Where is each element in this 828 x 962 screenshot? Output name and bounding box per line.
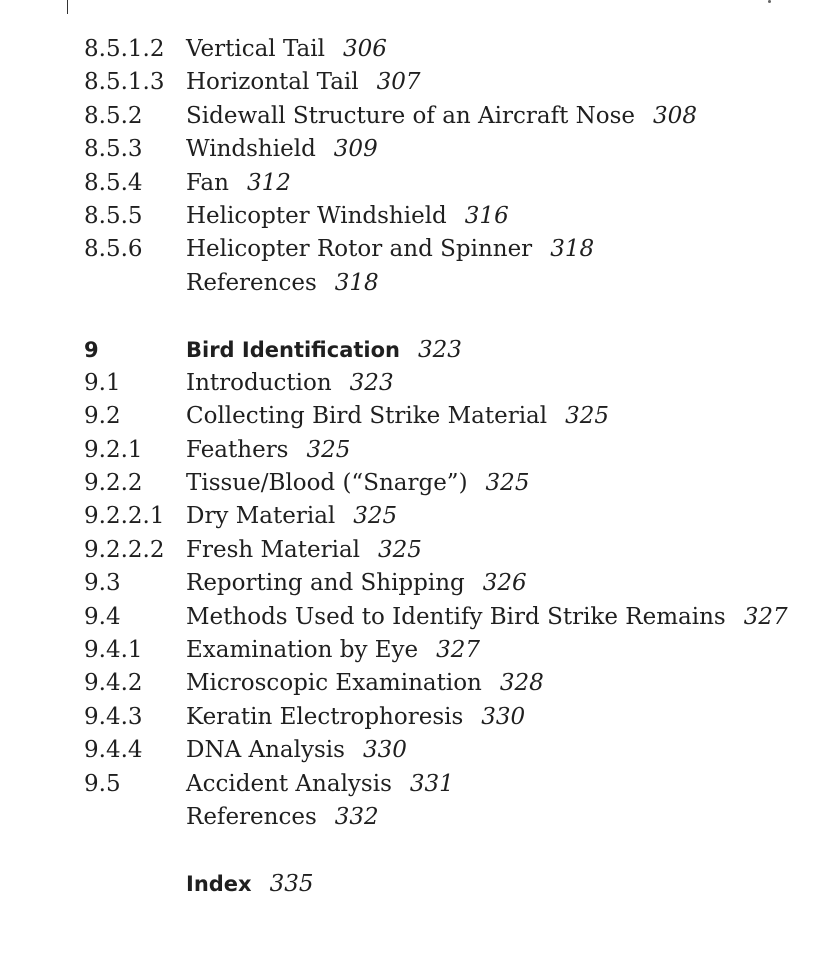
toc-entry bbox=[84, 701, 819, 734]
section-title: Vertical Tail bbox=[186, 36, 325, 62]
section-title: Collecting Bird Strike Material bbox=[186, 403, 548, 430]
section-title: Sidewall Structure of an Aircraft Nose bbox=[186, 102, 636, 129]
section-title: Helicopter Windshield bbox=[186, 202, 447, 229]
toc-entry bbox=[84, 534, 819, 567]
section-title: Accident Analysis bbox=[186, 770, 392, 797]
entry-title-group bbox=[186, 868, 314, 901]
entry-title-group bbox=[186, 467, 529, 500]
table-of-contents bbox=[84, 33, 819, 901]
toc-entry bbox=[84, 233, 819, 266]
toc-chapter-entry bbox=[84, 334, 819, 367]
toc-entry bbox=[84, 267, 819, 300]
toc-entry bbox=[84, 434, 819, 467]
page-number: 325 bbox=[565, 403, 610, 430]
section-title: Tissue/Blood (“Snarge”) bbox=[186, 470, 468, 497]
entry-title-group bbox=[186, 267, 379, 300]
page-number: 308 bbox=[653, 102, 697, 129]
section-number: 9.4 bbox=[84, 603, 121, 630]
section-title: Examination by Eye bbox=[186, 637, 419, 664]
section-number: 9.5 bbox=[84, 770, 121, 797]
section-number: 9.2.1 bbox=[84, 436, 143, 463]
toc-entry bbox=[84, 667, 819, 700]
entry-title-group bbox=[186, 33, 387, 66]
page-number: 325 bbox=[485, 470, 530, 497]
toc-entry bbox=[84, 601, 819, 634]
toc-entry bbox=[84, 367, 819, 400]
page-number: 325 bbox=[306, 436, 351, 463]
page-number: 309 bbox=[333, 136, 378, 163]
page-number: 331 bbox=[409, 770, 454, 797]
toc-entry bbox=[84, 400, 819, 433]
entry-title-group bbox=[186, 400, 609, 433]
page-number: 327 bbox=[743, 603, 788, 630]
section-title: Introduction bbox=[186, 369, 332, 396]
entry-title-group bbox=[186, 567, 527, 600]
section-number: 9 bbox=[84, 337, 99, 362]
page-number: 312 bbox=[246, 169, 291, 196]
toc-entry bbox=[84, 133, 819, 166]
page-number: 327 bbox=[436, 637, 481, 664]
entry-title-group bbox=[186, 801, 379, 834]
section-title: Index bbox=[186, 871, 252, 896]
section-title: Fan bbox=[186, 169, 229, 196]
toc-entry bbox=[84, 33, 819, 66]
page-number: 307 bbox=[376, 69, 421, 96]
section-number: 8.5.2 bbox=[84, 102, 143, 129]
page-edge-dot bbox=[768, 0, 771, 3]
entry-title-group bbox=[186, 133, 378, 166]
section-title: DNA Analysis bbox=[186, 737, 345, 764]
toc-chapter-entry bbox=[84, 868, 819, 901]
section-title: References bbox=[186, 269, 317, 296]
page-number: 332 bbox=[334, 803, 379, 830]
section-number: 8.5.5 bbox=[84, 202, 143, 229]
section-number: 9.2.2.2 bbox=[84, 536, 165, 563]
entry-title-group bbox=[186, 233, 594, 266]
toc-entry bbox=[84, 801, 819, 834]
toc-entry bbox=[84, 768, 819, 801]
toc-entry bbox=[84, 66, 819, 99]
toc-entry bbox=[84, 167, 819, 200]
toc-entry bbox=[84, 100, 819, 133]
entry-title-group bbox=[186, 601, 788, 634]
page-number: 318 bbox=[550, 236, 595, 263]
page-number: 325 bbox=[353, 503, 398, 530]
section-title: Keratin Electrophoresis bbox=[186, 703, 464, 730]
entry-title-group bbox=[186, 534, 422, 567]
section-title: Windshield bbox=[186, 136, 316, 163]
section-number: 9.2 bbox=[84, 403, 121, 430]
toc-entry bbox=[84, 634, 819, 667]
section-number: 9.1 bbox=[84, 369, 121, 396]
page-number: 306 bbox=[342, 36, 387, 62]
toc-entry bbox=[84, 734, 819, 767]
section-number: 8.5.1.2 bbox=[84, 36, 165, 62]
section-title: Microscopic Examination bbox=[186, 670, 482, 697]
page-number: 318 bbox=[334, 269, 379, 296]
section-title: Reporting and Shipping bbox=[186, 570, 465, 597]
section-number: 9.4.3 bbox=[84, 703, 143, 730]
page-number: 325 bbox=[378, 536, 422, 563]
section-title: Bird Identification bbox=[186, 337, 400, 362]
page-number: 328 bbox=[499, 670, 544, 697]
entry-title-group bbox=[186, 434, 350, 467]
entry-title-group bbox=[186, 734, 407, 767]
section-number: 8.5.6 bbox=[84, 236, 143, 263]
section-number: 9.3 bbox=[84, 570, 121, 597]
section-number: 8.5.3 bbox=[84, 136, 143, 163]
page-number: 323 bbox=[349, 369, 394, 396]
page-number: 330 bbox=[481, 703, 526, 730]
section-number: 9.4.2 bbox=[84, 670, 143, 697]
entry-title-group bbox=[186, 66, 421, 99]
entry-title-group bbox=[186, 768, 454, 801]
section-number: 8.5.1.3 bbox=[84, 69, 165, 96]
page-number: 323 bbox=[417, 336, 462, 363]
section-title: Dry Material bbox=[186, 503, 336, 530]
page-number: 335 bbox=[269, 870, 314, 897]
entry-title-group bbox=[186, 667, 544, 700]
section-title: Horizontal Tail bbox=[186, 69, 359, 96]
page-number: 316 bbox=[464, 202, 509, 229]
section-number: 8.5.4 bbox=[84, 169, 143, 196]
entry-title-group bbox=[186, 701, 525, 734]
toc-entry bbox=[84, 500, 819, 533]
section-number: 9.4.1 bbox=[84, 637, 143, 664]
toc-entry bbox=[84, 567, 819, 600]
section-title: Fresh Material bbox=[186, 536, 361, 563]
section-title: Helicopter Rotor and Spinner bbox=[186, 236, 533, 263]
section-number: 9.2.2.1 bbox=[84, 503, 165, 530]
page-edge-mark bbox=[67, 0, 68, 14]
section-number: 9.2.2 bbox=[84, 470, 143, 497]
section-title: References bbox=[186, 803, 317, 830]
entry-title-group bbox=[186, 100, 697, 133]
section-title: Feathers bbox=[186, 436, 289, 463]
entry-title-group bbox=[186, 367, 394, 400]
entry-title-group bbox=[186, 167, 291, 200]
page-number: 326 bbox=[482, 570, 527, 597]
section-title: Methods Used to Identify Bird Strike Remains bbox=[186, 603, 726, 630]
section-number: 9.4.4 bbox=[84, 737, 143, 764]
entry-title-group bbox=[186, 500, 397, 533]
toc-entry bbox=[84, 200, 819, 233]
entry-title-group bbox=[186, 634, 480, 667]
toc-entry bbox=[84, 467, 819, 500]
entry-title-group bbox=[186, 334, 462, 367]
entry-title-group bbox=[186, 200, 509, 233]
page-number: 330 bbox=[362, 737, 407, 764]
